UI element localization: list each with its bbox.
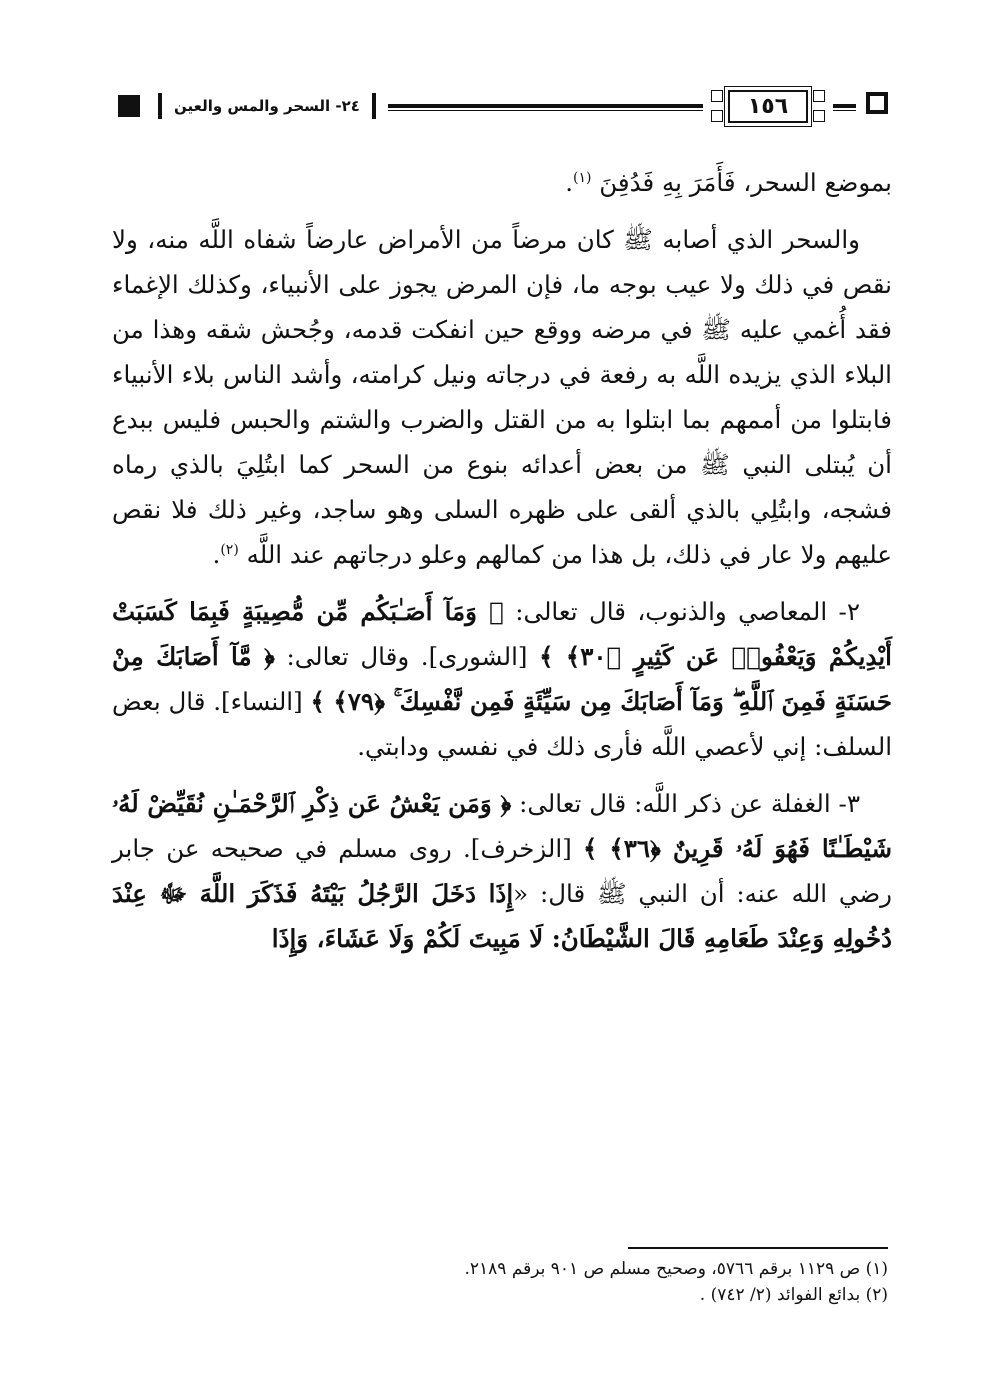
paragraph-text: والسحر الذي أصابه ﷺ كان مرضاً من الأمراض عارضاً شفاه اللَّه منه، ولا نقص في ذلك ولا عيب بوجه ما، فإن المرض يجوز على الأنبياء، وكذلك الإغماء فقد أُغمي عليه ﷺ في مرضه ووقع حين انفكت قدمه، وجُحش شقه وهذا من البلاء الذي يزيده اللَّه به رفعة في درجاته ونيل كرامته، وأشد الناس بلاء الأنبياء فابتلوا من أممهم بما ابتلوا به من القتل والضرب والشتم والحبس فليس ببدع أن يُبتلى النبي ﷺ من بعض أعدائه بنوع من السحر كما ابتُلِيَ بالذي رماه فشجه، وابتُلِي بالذي ألقى على ظهره السلى وهو ساجد، وغير ذلك فلا نقص عليهم ولا عار في ذلك، بل هذا من كمالهم وعلو درجاتهم عند اللَّه	[112, 225, 892, 569]
paragraph-3	[112, 589, 892, 769]
page-body	[112, 160, 892, 973]
frame-corner-ornament	[711, 110, 723, 122]
footnote-ref: (١)	[573, 169, 592, 186]
page-number-frame	[703, 88, 833, 124]
quran-verse: ﴿ وَمَن يَعْشُ عَن ذِكْرِ ٱلرَّحْمَـٰنِ نُقَيِّضْ لَهُۥ شَيْطَـٰنًا فَهُوَ لَهُۥ قَرِينٌ ﴿٣٦﴾ ﴾	[112, 789, 892, 863]
footnote-ref: (٢)	[220, 541, 239, 558]
header-gap	[856, 92, 866, 120]
paragraph-4	[112, 781, 892, 961]
paragraph-1: بموضع السحر، فَأَمَرَ بِهِ فَدُفِنَ $^{(١)}$.	[565, 168, 892, 197]
paragraph-text: ٣- الغفلة عن ذكر اللَّه: قال تعالى:	[519, 789, 860, 818]
chapter-title: ٢٤- السحر والمس والعين	[168, 97, 366, 115]
frame-corner-ornament	[711, 90, 723, 102]
page-number: ١٥٦	[728, 90, 808, 123]
paragraph-text: ٢- المعاصي والذنوب، قال تعالى:	[515, 597, 860, 626]
paragraph-text: بموضع السحر، فَأَمَرَ بِهِ فَدُفِنَ	[599, 168, 892, 197]
frame-corner-ornament	[813, 90, 825, 102]
header-square-ornament	[118, 95, 140, 117]
header-bar-ornament	[158, 93, 162, 119]
footnote-2: (٢) بدائع الفوائد (٢/ ٧٤٢) .	[699, 1285, 888, 1305]
quran-verse: ﴿ مَّآ أَصَابَكَ مِنْ حَسَنَةٍ فَمِنَ ٱللَّهِ ۖ وَمَآ أَصَابَكَ مِن سَيِّئَةٍ فَمِن نَّفْسِكَ ۚ ﴿٧٩﴾ ﴾	[112, 642, 892, 716]
footnote-separator	[628, 1247, 888, 1249]
footnote-1: (١) ص ١١٢٩ برقم ٥٧٦٦، وصحيح مسلم ص ٩٠١ برقم ٢١٨٩.	[464, 1259, 888, 1279]
frame-corner-ornament	[813, 110, 825, 122]
hadith-text: إِذَا دَخَلَ الرَّجُلُ بَيْتَهُ فَذَكَرَ اللَّهَ ﷻ عِنْدَ دُخُولِهِ وَعِنْدَ طَعَامِهِ قَالَ الشَّيْطَانُ: لَا مَبِيتَ لَكُمْ وَلَا عَشَاءَ، وَإِذَا	[112, 879, 892, 953]
verse-reference: [النساء]. قال بعض السلف: إني لأعصي اللَّه فأرى ذلك في نفسي ودابتي.	[112, 687, 892, 761]
footnotes	[112, 1256, 888, 1308]
header-bar-ornament	[372, 93, 376, 119]
quran-verse: ﴿ وَمَآ أَصَـٰبَكُم مِّن مُّصِيبَةٍ فَبِمَا كَسَبَتْ أَيْدِيكُمْ وَيَعْفُوا۟ عَن كَثِيرٍ ﴿٣٠﴾ ﴾	[112, 597, 892, 671]
header-end-square-ornament	[866, 92, 888, 114]
paragraph-2: والسحر الذي أصابه ﷺ كان مرضاً من الأمراض عارضاً شفاه اللَّه منه، ولا نقص في ذلك ولا عيب بوجه ما، فإن المرض يجوز على الأنبياء، وكذلك الإغماء فقد أُغمي عليه ﷺ في مرضه ووقع حين انفكت قدمه، وجُحش شقه وهذا من البلاء الذي يزيده اللَّه به رفعة في درجاته ونيل كرامته، وأشد الناس بلاء الأنبياء فابتلوا من أممهم بما ابتلوا به من القتل والضرب والشتم والحبس فليس ببدع أن يُبتلى النبي ﷺ من بعض أعدائه بنوع من السحر كما ابتُلِيَ بالذي رماه فشجه، وابتُلِي بالذي ألقى على ظهره السلى وهو ساجد، وغير ذلك فلا نقص عليهم ولا عار في ذلك، بل هذا من كمالهم وعلو درجاتهم عند اللَّه $^{(٢)}$.	[112, 225, 892, 569]
verse-reference: [الشورى]. وقال تعالى:	[286, 642, 528, 671]
chapter-heading	[118, 92, 388, 120]
page-header	[118, 88, 888, 124]
verse-reference: [الزخرف]. روى مسلم في صحيحه عن جابر رضي الله عنه: أن النبي ﷺ قال: «	[112, 834, 892, 908]
